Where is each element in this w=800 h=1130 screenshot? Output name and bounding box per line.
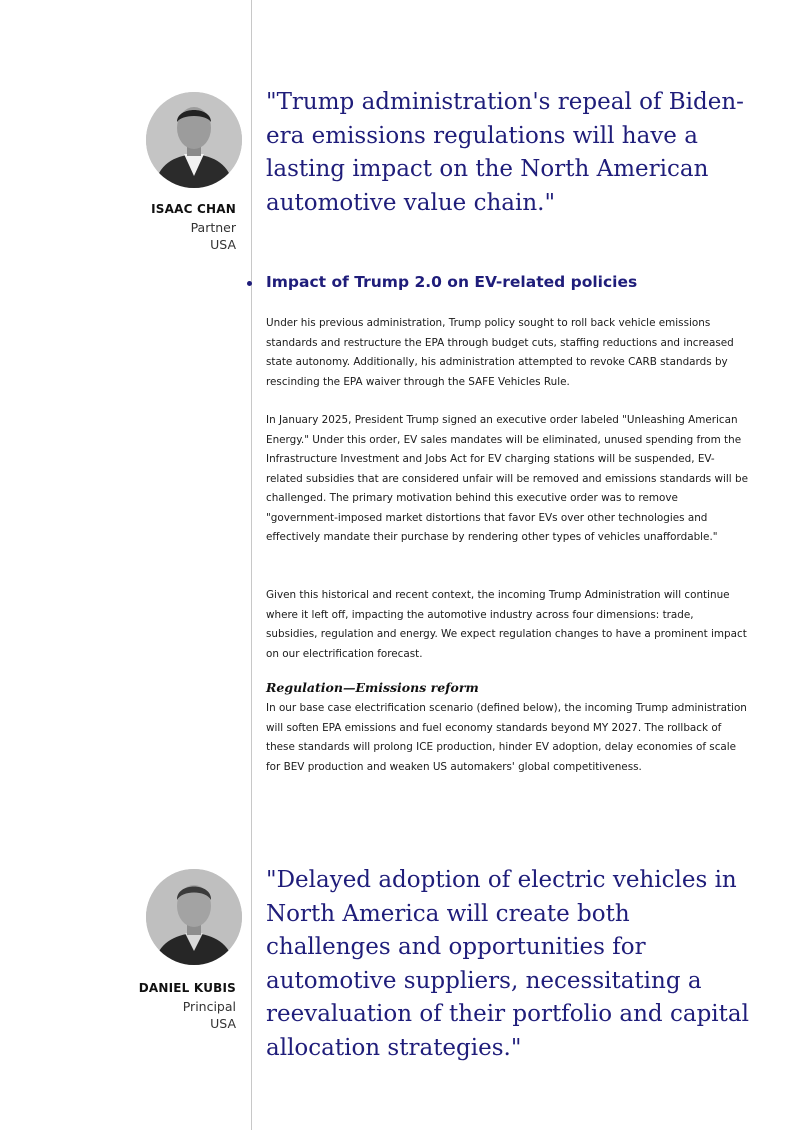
person-location: USA bbox=[210, 1016, 236, 1031]
avatar-daniel-kubis bbox=[146, 869, 242, 965]
person-card-2 bbox=[139, 980, 236, 1033]
avatar-isaac-chan bbox=[146, 92, 242, 188]
bullet-icon bbox=[247, 281, 252, 286]
person-role: Partner bbox=[190, 219, 236, 235]
portrait-photo bbox=[146, 92, 242, 188]
person-card-1 bbox=[151, 201, 236, 254]
portrait-photo bbox=[146, 869, 242, 965]
paragraph-2: In January 2025, President Trump signed an executive order labeled "Unleashing American Energy." Under this order, EV sales mandates will be eliminated, unused spending from the Infrastructure Investment and Jobs Act for EV charging stations will be suspended, EV-related subsidies that are considered unfair will be removed and emissions standards will be challenged. The primary motivation behind this executive order was to remove "government-imposed market distortions that favor EVs over other technologies and effectively mandate their purchase by rendering other types of vehicles unaffordable." bbox=[266, 414, 748, 543]
pull-quote-2: "Delayed adoption of electric vehicles in North America will create both challenges and opportunities for automotive suppliers, necessitating a reevaluation of their portfolio and capital allocation strategies." bbox=[266, 867, 749, 1061]
person-name: DANIEL KUBIS bbox=[138, 981, 236, 995]
pull-quote-1: "Trump administration's repeal of Biden-era emissions regulations will have a lasting impact on the North American automotive value chain." bbox=[266, 89, 744, 216]
paragraph-3: Given this historical and recent context, the incoming Trump Administration will continue where it left off, impacting the automotive industry across four dimensions: trade, subsidies, regulation and energy. We expect regulation changes to have a prominent impact on our electrification forecast. bbox=[266, 589, 747, 660]
person-role: Principal bbox=[182, 998, 236, 1014]
paragraph-1: Under his previous administration, Trump policy sought to roll back vehicle emissions standards and restructure the EPA through budget cuts, staffing reductions and increased state autonomy. Additionally, his administration attempted to revoke CARB standards by rescinding the EPA waiver through the SAFE Vehicles Rule. bbox=[266, 317, 734, 388]
person-location: USA bbox=[210, 237, 236, 252]
paragraph-4: In our base case electrification scenario (defined below), the incoming Trump administration will soften EPA emissions and fuel economy standards beyond MY 2027. The rollback of these standards will prolong ICE production, hinder EV adoption, delay economies of scale for BEV production and weaken US automakers' global competitiveness. bbox=[266, 702, 747, 773]
vertical-divider bbox=[251, 0, 252, 1130]
person-name: ISAAC CHAN bbox=[151, 202, 236, 216]
subheading: Regulation—Emissions reform bbox=[266, 680, 479, 695]
section-title: Impact of Trump 2.0 on EV-related policies bbox=[266, 273, 638, 291]
